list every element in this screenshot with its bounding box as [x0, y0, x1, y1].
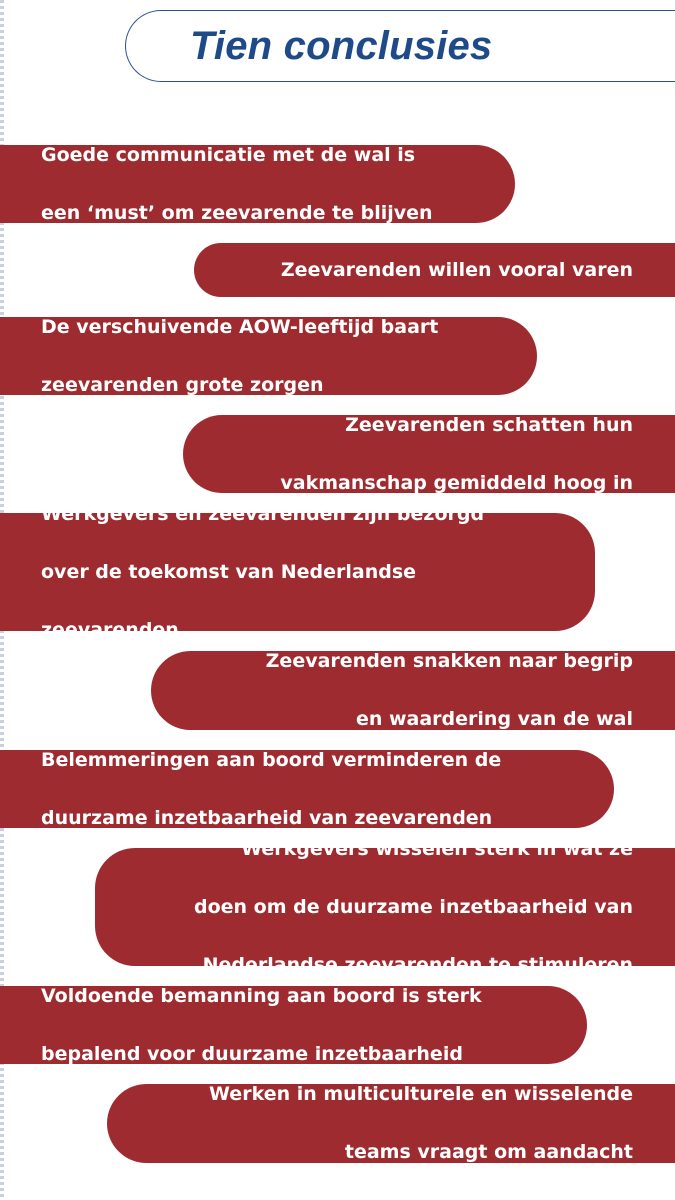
conclusion-10 — [107, 1084, 675, 1163]
conclusion-5-line-1: Werkgevers en zeevarenden zijn bezorgd — [41, 502, 485, 525]
conclusion-5-line-2: over de toekomst van Nederlandse — [41, 560, 417, 583]
conclusion-6-line-2: en waardering van de wal — [355, 708, 633, 730]
conclusion-1-line-2: een ‘must’ om zeevarende te blijven — [41, 201, 433, 224]
page-title: Tien conclusies — [190, 24, 493, 68]
conclusion-8 — [95, 837, 675, 976]
conclusion-6-line-1: Zeevarenden snakken naar begrip — [265, 650, 633, 672]
conclusion-10-line-1: Werken in multiculturele en wisselende — [209, 1083, 633, 1105]
conclusion-9-line-1: Voldoende bemanning aan boord is sterk — [41, 984, 482, 1007]
conclusion-3-line-2: zeevarenden grote zorgen — [41, 373, 324, 396]
conclusion-5 — [0, 502, 595, 641]
conclusion-8-line-1: Werkgevers wisselen sterk in wat ze — [241, 837, 633, 860]
conclusion-1 — [0, 145, 515, 223]
conclusion-2-line-1: Zeevarenden willen vooral varen — [280, 258, 633, 281]
conclusion-3-line-1: De verschuivende AOW-leeftijd baart — [41, 315, 439, 338]
conclusion-7-line-1: Belemmeringen aan boord verminderen de — [41, 748, 502, 771]
conclusion-4-line-1: Zeevarenden schatten hun — [345, 413, 633, 436]
conclusion-8-line-2: doen om de duurzame inzetbaarheid van — [193, 895, 633, 918]
conclusion-7-line-2: duurzame inzetbaarheid van zeevarenden — [41, 806, 493, 829]
conclusion-8-line-3: Nederlandse zeevarenden te stimuleren — [202, 953, 633, 976]
conclusion-10-text — [209, 1051, 633, 1196]
conclusion-9-line-2: bepalend voor duurzame inzetbaarheid — [41, 1042, 463, 1065]
conclusion-10-line-2: teams vraagt om aandacht — [344, 1141, 633, 1163]
conclusion-1-line-1: Goede communicatie met de wal is — [41, 143, 416, 166]
conclusion-5-line-3: zeevarenden — [41, 618, 179, 641]
conclusion-4-line-2: vakmanschap gemiddeld hoog in — [280, 471, 633, 494]
